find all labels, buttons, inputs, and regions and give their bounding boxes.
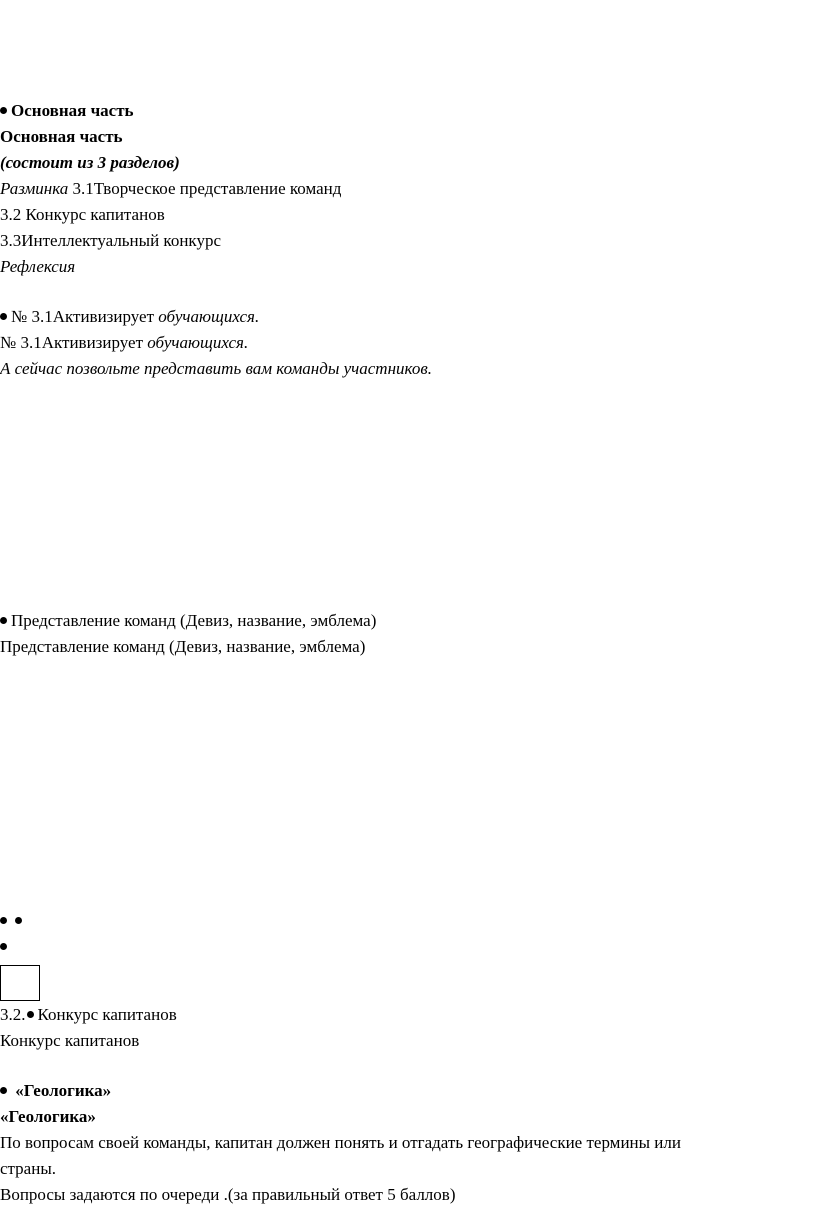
teams-heading: Представление команд (Девиз, название, эмблема) <box>0 637 366 656</box>
activation-line: № 3.1Активизирует обучающихся. <box>0 333 249 352</box>
bullet-icon <box>0 1087 7 1094</box>
bullet-icon <box>0 313 7 320</box>
agenda-item-warmup: Разминка 3.1Творческое представление команд <box>0 179 342 198</box>
teams-heading-bulleted: Представление команд (Девиз, название, эмблема) <box>0 610 376 632</box>
bullet-icon <box>0 107 7 114</box>
geologika-heading: «Геологика» <box>0 1107 96 1126</box>
agenda-item-captains: 3.2 Конкурс капитанов <box>0 205 165 224</box>
bullet-icon <box>0 943 7 950</box>
section-subtitle: (состоит из 3 разделов) <box>0 153 180 172</box>
agenda-item-intellectual: 3.3Интеллектуальный конкурс <box>0 231 221 250</box>
section-heading: Основная часть <box>0 127 123 146</box>
bullet-row <box>0 910 26 932</box>
bullet-icon <box>0 617 7 624</box>
paragraph-line: По вопросам своей команды, капитан должен понять и отгадать географические термины или <box>0 1133 681 1152</box>
paragraph-line: страны. <box>0 1159 56 1178</box>
geologika-heading-bulleted: «Геологика» <box>0 1080 111 1102</box>
bullet-icon <box>27 1011 34 1018</box>
captains-heading-bulleted: 3.2. Конкурс капитанов <box>0 1005 177 1024</box>
bullet-icon <box>0 917 7 924</box>
section-heading-bulleted: Основная часть <box>0 100 134 122</box>
paragraph-line: Вопросы задаются по очереди .(за правильный ответ 5 баллов) <box>0 1185 456 1204</box>
bullet-icon <box>15 917 22 924</box>
intro-line: А сейчас позвольте представить вам команды участников. <box>0 359 432 378</box>
empty-box <box>0 965 40 1001</box>
captains-heading: Конкурс капитанов <box>0 1031 140 1050</box>
agenda-item-reflection: Рефлексия <box>0 257 76 276</box>
bullet-row <box>0 936 11 958</box>
activation-line-bulleted: № 3.1Активизирует обучающихся. <box>0 306 259 328</box>
